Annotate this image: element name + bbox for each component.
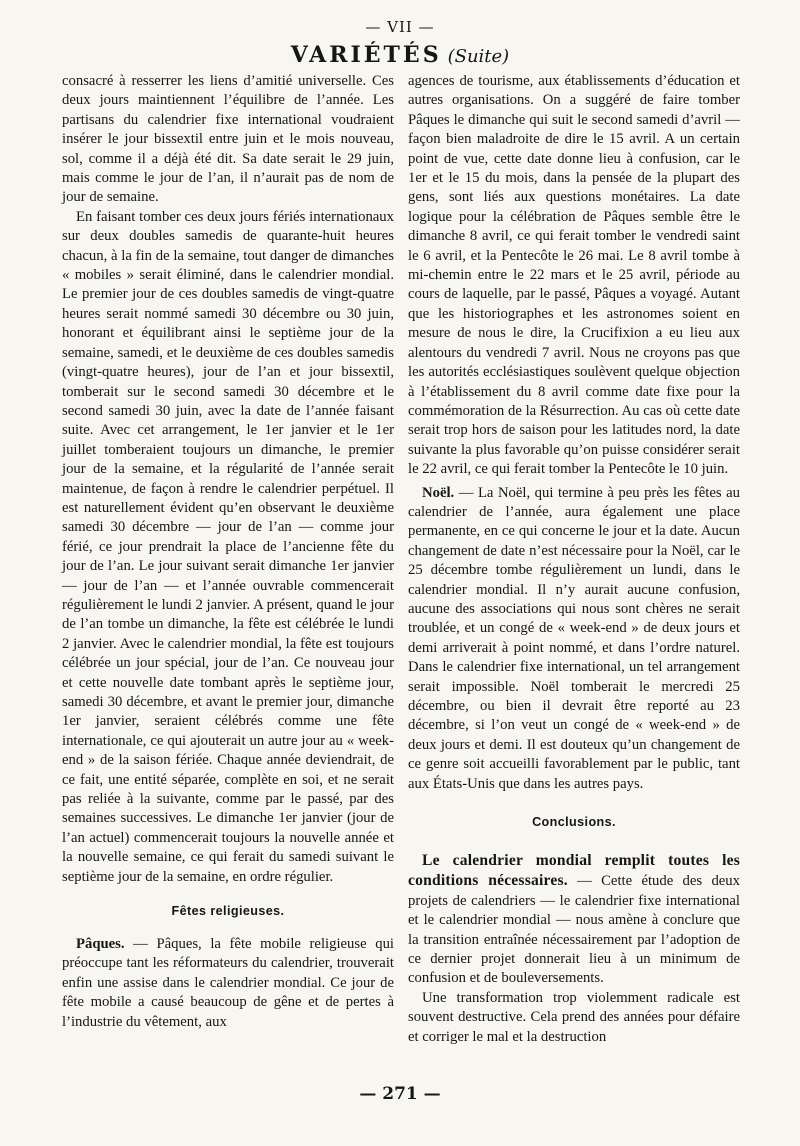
subheading-conclusions: Conclusions. [532,815,616,830]
runin-noel: Noël. [422,484,455,501]
page-number: — 271 — [359,1084,441,1104]
paragraph: En faisant tomber ces deux jours fériés internationaux sur deux doubles samedis de quarante-huit heures chacun, à la fin de la semaine, tout danger de dimanches « mobiles » serait éliminé, dans le calendrier mondial. Le premier jour de ces doubles samedis de vingt-quatre heures serait nommé samedi 30 décembre ou 30 juin, honorant et équilibrant ainsi le septième jour de la semaine, samedi, et le deuxième de ces doubles samedis (vingt-quatre heures), jour de l’an et jour bissextil, tomberait sur le second samedi 30 décembre et le second samedi 30 juin, avec la date de l’année faisant suite. Avec cet arrangement, le 1er janvier et le 1er juillet tomberaient toujours un dimanche, le premier jour de la semaine, et la régularité de l’année serait maintenue, de façon à rendre le calendrier perpétuel. Il est naturellement évident qu’en observant le deuxième samedi 30 décembre — jour de l’an — comme jour férié, ce jour prendrait la place de l’ancienne fête du jour de l’an. Le jour suivant serait dimanche 1er janvier — jour de l’an — et l’année ouvrable commencerait régulièrement le lundi 2 janvier. A présent, quand le jour de l’an tombe un dimanche, la fête est célébrée le lundi 2 janvier. Avec le calendrier mondial, la fête est toujours célébrée un jour spécial, jour de l’an. Ce nouveau jour et cette nouvelle date tombant après le septième jour, samedi 30 décembre, et avant le premier jour, dimanche 1er janvier, seraient célébrés comme une fête internationale, ce qui ajouterait un autre jour au « week-end » de la saison fériée. Chaque année deviendrait, de ce fait, une entité séparée, complète en soi, et ne serait pas reliée à la suivante, comme par le passé, par des semaines successives. Le dimanche 1er janvier (jour de l’an actuel) commencerait toujours la nouvelle année et la nouvelle semaine, ce qui ferait du samedi suivant le septième jour de la semaine, en ordre régulier. [62,208,394,885]
paragraph: agences de tourisme, aux établissements d’éducation et autres organisations. On a suggéré de faire tomber Pâques le dimanche qui suit le second samedi d’avril — façon bien maladroite de dire le 15 avril. A un certain point de vue, cette date donne lieu à confusion, car le 1er et le 15 du mois, dans la pensée de la plupart des gens, sont liés aux questions monétaires. La date logique pour la célébration de Pâques semble être le dimanche 8 avril, ce qui ferait tomber le vendredi saint le 6 avril, et la Pentecôte le 26 mai. Le 8 avril tombe à mi-chemin entre le 22 mars et le 25 avril, période au cours de laquelle, par le passé, Pâques a voyagé. Autant que les historiographes et les astronomes soient en mesure de nous le dire, la Crucifixion a eu lieu aux alentours du vendredi 7 avril. Nous ne croyons pas que les autorités ecclésiastiques soulèvent quelque objection à l’établissement du 8 avril comme date fixe pour la commémoration de la Résurrection. Au cas où cette date serait trop hors de saison pour les latitudes nord, la date suivante la plus favorable qu’on puisse considérer serait le 22 avril, ce qui ferait tomber la Pentecôte le 10 juin. [408,73,740,478]
folio-number: — VII — [365,18,435,36]
paragraph-conclusion [408,851,740,989]
section-title [0,42,800,68]
section-title-suite: (Suite) [447,46,510,67]
right-column [408,72,740,1047]
subheading-fetes-religieuses: Fêtes religieuses. [171,904,285,919]
paragraph: Une transformation trop violemment radicale est souvent destructive. Cela prend des années pour défaire et corriger le mal et la destruction [408,989,740,1045]
paragraph-noel [408,484,740,795]
paragraph-text: — La Noël, qui termine à peu près les fêtes au calendrier de l’année, aura également une place permanente, en ce qui concerne le jour et la date. Aucun changement de date n’est nécessaire pour la Noël, car le 25 décembre tombe régulièrement un lundi, dans le calendrier mondial. Il n’y aurait aucune confusion, aucune des associations qui nous sont chères ne serait troublée, et un congé de « week-end » de deux jours et demi arriverait à point nommé, et dans l’ordre naturel. Dans le calendrier fixe international, un tel arrangement serait impossible. Noël tomberait le mercredi 25 décembre, ou bien il devrait être reporté au 23 décembre, si l’on veut un congé de « week-end » de deux jours et demi. Il est douteux qu’un changement de ce genre soit accueilli favorablement par le public, tant aux États-Unis que dans les autres pays. [408,484,740,792]
runin-paques: Pâques. [76,936,125,953]
left-column [62,72,394,1032]
paragraph-text: — Cette étude des deux projets de calendriers — le calendrier fixe international et le calendrier mondial — nous amène à conclure que la transition entraînée nécessairement par l’adoption de ce dernier projet donnerait lieu à un minimum de confusion et de bouleversements. [408,873,740,987]
paragraph: consacré à resserrer les liens d’amitié universelle. Ces deux jours maintiennent l’équilibre de l’année. Les partisans du calendrier fixe international voudraient insérer le jour bissextil entre juin et le mois nouveau, sol, comme il a déjà été dit. Sa date serait le 29 juin, mais comme le jour de l’an, il n’aurait pas de nom de jour de semaine. [62,73,394,206]
paragraph-text: — Pâques, la fête mobile religieuse qui préoccupe tant les réformateurs du calendrier, trouverait enfin une assise dans le calendrier mondial. Ce jour de fête mobile a causé beaucoup de gêne et de pertes à l’industrie du vêtement, aux [62,936,394,1030]
paragraph-paques [62,935,394,1032]
section-title-main: VARIÉTÉS [290,42,442,68]
lead-statement: Le calendrier mondial remplit toutes les conditions nécessaires. [408,852,740,890]
